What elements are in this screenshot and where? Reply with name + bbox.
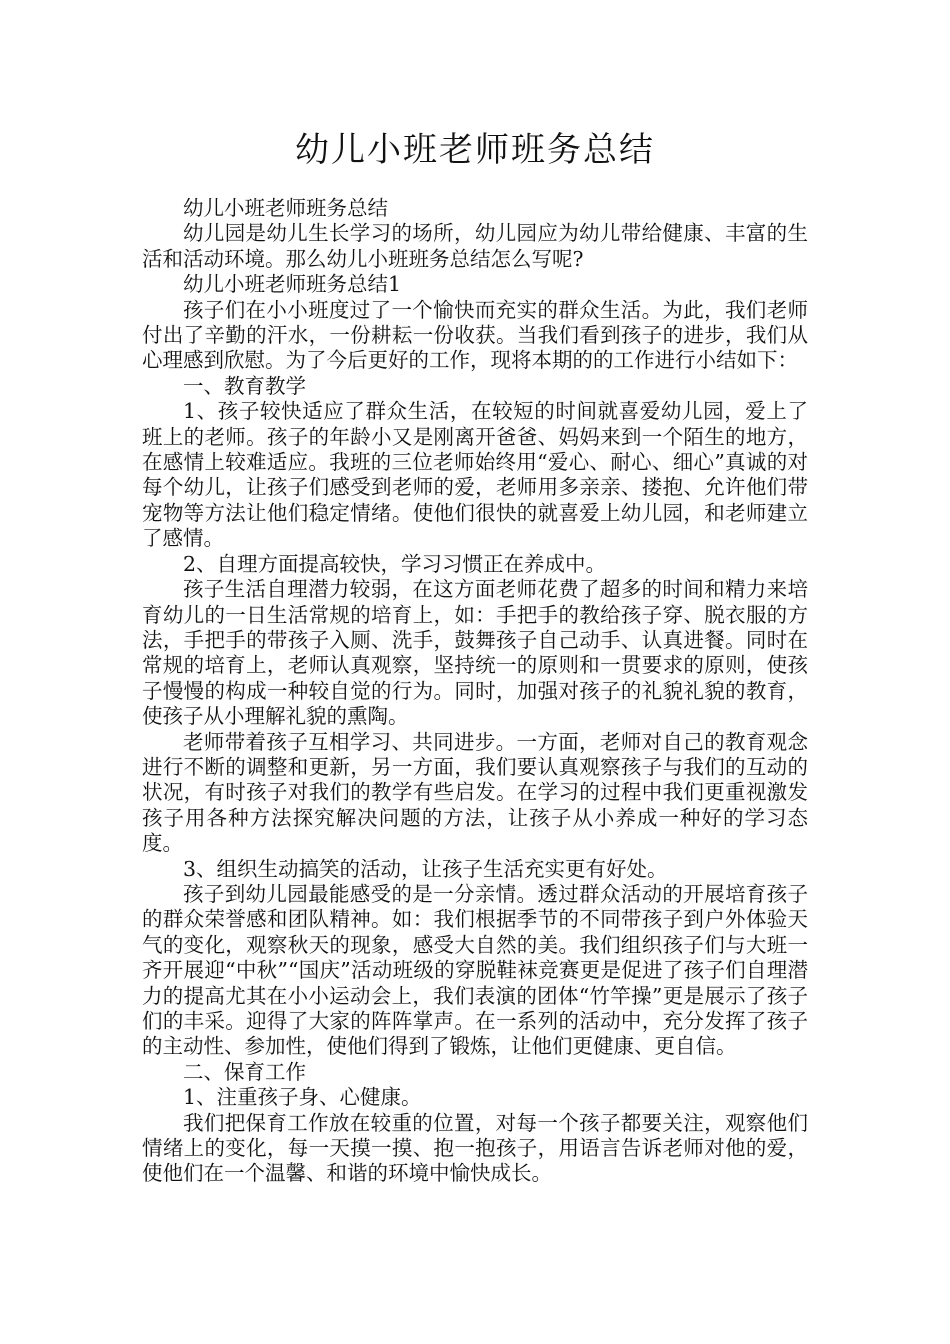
paragraph: 幼儿小班老师班务总结1 [183, 272, 402, 297]
document-body [142, 196, 808, 1187]
section-heading: 一、教育教学 [183, 373, 306, 398]
paragraph: 孩子们在小小班度过了一个愉快而充实的群众生活。为此，我们老师付出了辛勤的汗水，一份耕耘一份收获。当我们看到孩子的进步，我们从心理感到欣慰。为了今后更好的工作，现将本期的的工作进行小结如下： [142, 297, 808, 373]
section-heading: 二、保育工作 [183, 1059, 306, 1084]
paragraph: 1、注重孩子身、心健康。 [183, 1085, 422, 1110]
paragraph: 幼儿园是幼儿生长学习的场所，幼儿园应为幼儿带给健康、丰富的生活和活动环境。那么幼儿小班班务总结怎么写呢? [142, 221, 808, 271]
paragraph: 1、孩子较快适应了群众生活，在较短的时间就喜爱幼儿园，爱上了班上的老师。孩子的年龄小又是刚离开爸爸、妈妈来到一个陌生的地方，在感情上较难适应。我班的三位老师始终用“爱心、耐心、细心”真诚的对每个幼儿，让孩子们感受到老师的爱，老师用多亲亲、搂抱、允许他们带宠物等方法让他们稳定情绪。使他们很快的就喜爱上幼儿园，和老师建立了感情。 [142, 399, 808, 551]
document-title: 幼儿小班老师班务总结 [295, 130, 655, 170]
paragraph: 3、组织生动搞笑的活动，让孩子生活充实更有好处。 [183, 856, 668, 881]
paragraph: 2、自理方面提高较快，学习习惯正在养成中。 [183, 551, 607, 576]
paragraph: 孩子到幼儿园最能感受的是一分亲情。透过群众活动的开展培育孩子的群众荣誉感和团队精神。如：我们根据季节的不同带孩子到户外体验天气的变化，观察秋天的现象，感受大自然的美。我们组织孩子们与大班一齐开展迎“中秋”“国庆”活动班级的穿脱鞋袜竞赛更是促进了孩子们自理潜力的提高尤其在小小运动会上，我们表演的团体“竹竿操”更是展示了孩子们的丰采。迎得了大家的阵阵掌声。在一系列的活动中，充分发挥了孩子的主动性、参加性，使他们得到了锻炼，让他们更健康、更自信。 [142, 881, 808, 1059]
paragraph: 幼儿小班老师班务总结 [183, 196, 388, 220]
paragraph: 我们把保育工作放在较重的位置，对每一个孩子都要关注，观察他们情绪上的变化，每一天摸一摸、抱一抱孩子，用语言告诉老师对他的爱，使他们在一个温馨、和谐的环境中愉快成长。 [142, 1110, 808, 1186]
paragraph: 孩子生活自理潜力较弱，在这方面老师花费了超多的时间和精力来培育幼儿的一日生活常规的培育上，如：手把手的教给孩子穿、脱衣服的方法，手把手的带孩子入厕、洗手，鼓舞孩子自己动手、认真进餐。同时在常规的培育上，老师认真观察，坚持统一的原则和一贯要求的原则，使孩子慢慢的构成一种较自觉的行为。同时，加强对孩子的礼貌礼貌的教育，使孩子从小理解礼貌的熏陶。 [142, 577, 808, 729]
paragraph: 老师带着孩子互相学习、共同进步。一方面，老师对自己的教育观念进行不断的调整和更新，另一方面，我们要认真观察孩子与我们的互动的状况，有时孩子对我们的教学有些启发。在学习的过程中我们更重视激发孩子用各种方法探究解决问题的方法，让孩子从小养成一种好的学习态度。 [142, 729, 808, 856]
